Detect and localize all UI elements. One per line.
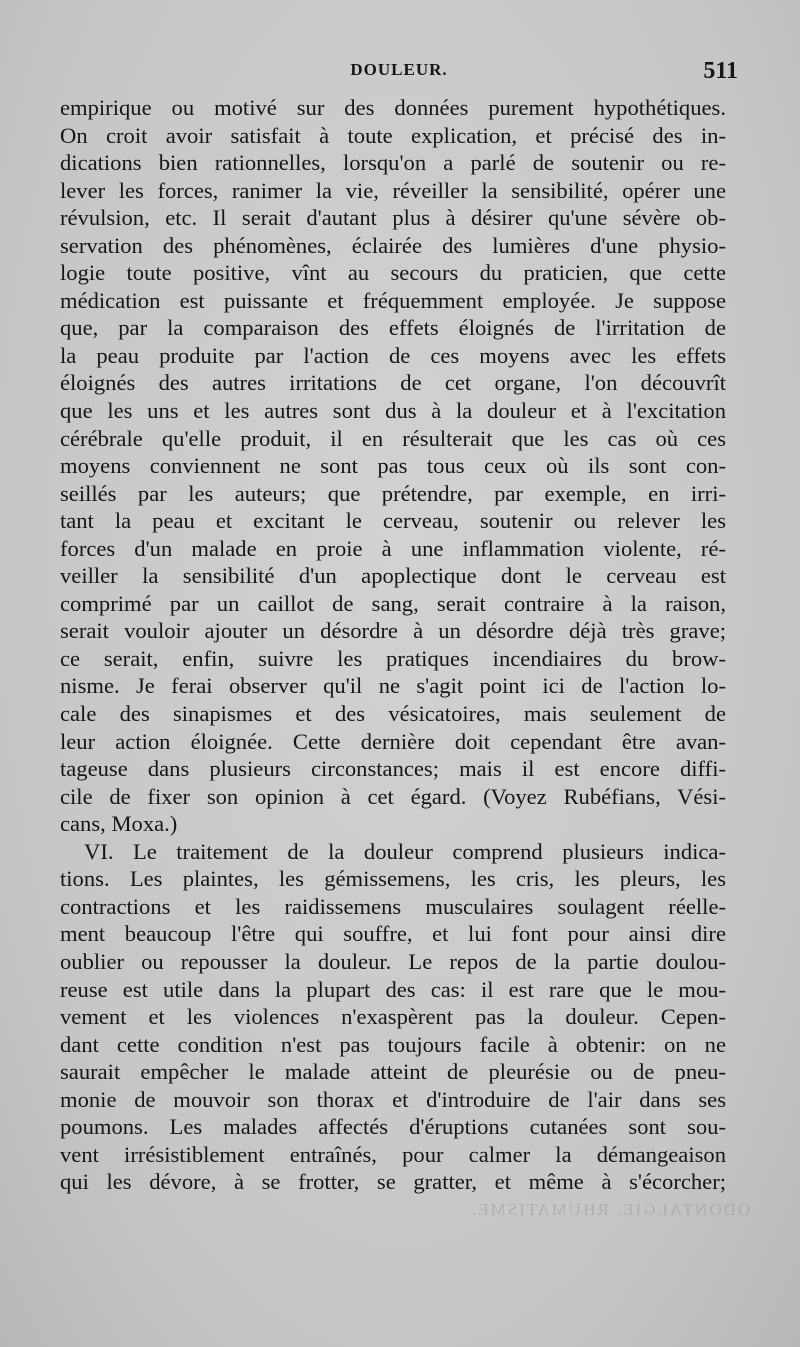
text-line: cérébrale qu'elle produit, il en résulterait que les cas où ces	[60, 425, 726, 451]
text-line: qui les dévore, à se frotter, se gratter, et même à s'écorcher;	[60, 1169, 726, 1195]
body-text	[60, 94, 726, 1196]
text-line: révulsion, etc. Il serait d'autant plus à désirer qu'une sévère ob-	[60, 205, 726, 231]
text-line: moyens conviennent ne sont pas tous ceux où ils sont con-	[60, 453, 726, 479]
text-line: que, par la comparaison des effets éloignés de l'irritation de	[60, 315, 726, 341]
text-line: serait vouloir ajouter un désordre à un désordre déjà très grave;	[60, 618, 726, 644]
text-line: éloignés des autres irritations de cet organe, l'on découvrît	[60, 370, 726, 396]
text-line: vent irrésistiblement entraînés, pour calmer la démangeaison	[60, 1141, 726, 1167]
text-line: comprimé par un caillot de sang, serait contraire à la raison,	[60, 590, 726, 616]
text-line: cile de fixer son opinion à cet égard. (Voyez Rubéfians, Vési-	[60, 783, 726, 809]
text-line: vement et les violences n'exaspèrent pas la douleur. Cepen-	[60, 1004, 726, 1030]
page-header	[60, 60, 738, 92]
text-line: dant cette condition n'est pas toujours facile à obtenir: on ne	[60, 1031, 726, 1057]
page-number: 511	[703, 58, 738, 84]
text-line: lever les forces, ranimer la vie, réveiller la sensibilité, opérer une	[60, 177, 726, 203]
bleed-through-text: ODONTALGIE. RHUMATISME.	[470, 1200, 751, 1219]
text-line: empirique ou motivé sur des données purement hypothétiques.	[60, 95, 726, 120]
text-line: tant la peau et excitant le cerveau, soutenir ou relever les	[60, 508, 726, 534]
text-line: logie toute positive, vînt au secours du praticien, que cette	[60, 260, 726, 286]
text-line: On croit avoir satisfait à toute explication, et précisé des in-	[60, 122, 726, 148]
text-line: forces d'un malade en proie à une inflammation violente, ré-	[60, 535, 726, 561]
text-line: la peau produite par l'action de ces moyens avec les effets	[60, 342, 726, 368]
text-line: nisme. Je ferai observer qu'il ne s'agit point ici de l'action lo-	[60, 673, 726, 699]
text-line: leur action éloignée. Cette dernière doit cependant être avan-	[60, 728, 726, 754]
running-head: DOULEUR.	[350, 60, 448, 79]
text-line: saurait empêcher le malade atteint de pleurésie ou de pneu-	[60, 1059, 726, 1085]
text-line-paragraph-start: VI. Le traitement de la douleur comprend plusieurs indica-	[84, 838, 726, 864]
text-line: cale des sinapismes et des vésicatoires, mais seulement de	[60, 701, 726, 727]
text-line-paragraph-end: cans, Moxa.)	[60, 811, 178, 837]
text-line: que les uns et les autres sont dus à la douleur et à l'excitation	[60, 398, 726, 424]
text-line: tions. Les plaintes, les gémissemens, les cris, les pleurs, les	[60, 866, 726, 892]
text-line: tageuse dans plusieurs circonstances; mais il est encore diffi-	[60, 756, 726, 782]
text-line: dications bien rationnelles, lorsqu'on a parlé de soutenir ou re-	[60, 150, 726, 176]
text-line: ce serait, enfin, suivre les pratiques incendiaires du brow-	[60, 645, 726, 671]
text-line: oublier ou repousser la douleur. Le repos de la partie doulou-	[60, 948, 726, 974]
text-line: monie de mouvoir son thorax et d'introduire de l'air dans ses	[60, 1086, 726, 1112]
text-line: ment beaucoup l'être qui souffre, et lui font pour ainsi dire	[60, 921, 726, 947]
text-line: poumons. Les malades affectés d'éruptions cutanées sont sou-	[60, 1114, 726, 1140]
text-line: servation des phénomènes, éclairée des lumières d'une physio-	[60, 232, 726, 258]
text-line: reuse est utile dans la plupart des cas: il est rare que le mou-	[60, 976, 726, 1002]
text-line: médication est puissante et fréquemment employée. Je suppose	[60, 287, 726, 313]
text-line: veiller la sensibilité d'un apoplectique dont le cerveau est	[60, 563, 726, 589]
text-line: seillés par les auteurs; que prétendre, par exemple, en irri-	[60, 480, 726, 506]
text-line: contractions et les raidissemens musculaires soulagent réelle-	[60, 893, 726, 919]
